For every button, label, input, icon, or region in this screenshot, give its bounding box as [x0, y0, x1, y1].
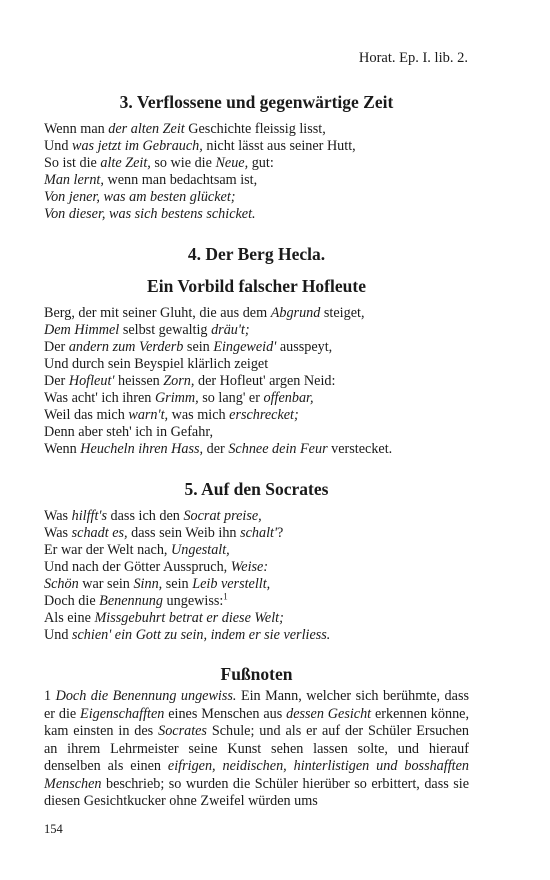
text-run: Berg, der mit seiner Gluht, die aus dem — [44, 305, 271, 321]
verse-line — [44, 356, 469, 373]
section-title: 4. Der Berg Hecla. — [187, 244, 326, 264]
text-run: beschrieb; so wurden die Schüler hierüber so erbittert, dass sie diesen Gesichtkucker ohne Zweifel würden ums — [44, 775, 469, 809]
text-run: sein — [183, 339, 214, 355]
italic-text: schalt' — [240, 525, 278, 541]
poem — [44, 508, 469, 644]
text-run: Er war der Welt nach, — [44, 542, 172, 558]
italic-text: der alten Zeit — [108, 121, 185, 137]
text-run: was mich — [168, 407, 230, 423]
text-run: verstecket. — [327, 441, 393, 457]
verse-line — [44, 424, 469, 441]
text-run: Denn aber steh' ich in Gefahr, — [44, 424, 214, 440]
section-title: Fußnoten — [220, 664, 293, 684]
text-run: dass ich den — [106, 508, 184, 524]
italic-text: Grimm, — [154, 390, 199, 406]
italic-text: Schnee dein Feur — [228, 441, 328, 457]
poem — [44, 121, 469, 223]
italic-text: warn't, — [128, 407, 169, 423]
verse-line — [44, 610, 469, 627]
verse-line — [44, 542, 469, 559]
running-header: Horat. Ep. I. lib. 2. — [358, 50, 468, 66]
italic-text: was jetzt im Gebrauch, — [71, 138, 203, 154]
italic-text: dräu't; — [211, 322, 250, 338]
verse-line — [44, 373, 469, 390]
italic-text: Von jener, was am besten glücket; — [44, 189, 236, 205]
verse-line — [44, 390, 469, 407]
text-run: so wie die — [150, 155, 216, 171]
verse-line — [44, 559, 469, 576]
text-run: Was — [44, 525, 72, 541]
verse-line — [44, 189, 469, 206]
italic-text: schadt es, — [71, 525, 128, 541]
text-run: der — [203, 441, 229, 457]
italic-text: Sinn, — [133, 576, 163, 592]
text-run: Der — [44, 339, 69, 355]
italic-text: Doch die Benennung ungewiss. — [55, 688, 237, 704]
italic-text: Von dieser, was sich bestens schicket. — [44, 206, 256, 222]
text-run: So ist die — [44, 155, 101, 171]
section-4 — [44, 243, 469, 458]
italic-text: Socrat preise, — [183, 508, 262, 524]
text-run: ? — [277, 525, 284, 541]
text-run: sein — [162, 576, 193, 592]
text-run: Doch die — [44, 593, 100, 609]
italic-text: Eigenschafften — [80, 705, 165, 722]
section-3 — [44, 91, 469, 223]
text-run: Schule; und als er auf der Schüler Ersuchen an ihrem Lehrmeister seine Kunst sehen lassen solte, und hierauf denselben als einen — [44, 723, 469, 774]
verse-line — [44, 576, 469, 593]
text-run: Wenn — [44, 441, 81, 457]
text-run: ausspeyt, — [276, 339, 333, 355]
verse-line — [44, 627, 469, 644]
italic-text: Leib verstellt, — [192, 576, 271, 592]
verse-line — [44, 172, 469, 189]
italic-text: Man lernt, — [44, 172, 104, 188]
italic-text: dessen Gesicht — [286, 705, 372, 722]
text-run: 1 — [44, 688, 56, 704]
section-title: 3. Verflossene und gegenwärtige Zeit — [119, 92, 394, 112]
verse-line — [44, 206, 469, 223]
verse-line — [44, 322, 469, 339]
italic-text: Missgebuhrt betrat er diese Welt; — [94, 610, 284, 626]
italic-text: Schön — [44, 576, 79, 592]
italic-text: Hofleut' — [68, 373, 115, 389]
text-run: der Hofleut' argen Neid: — [194, 373, 336, 389]
section-subtitle: Ein Vorbild falscher Hofleute — [147, 276, 366, 296]
italic-text: Weise: — [230, 559, 269, 575]
text-run: so lang' er — [198, 390, 264, 406]
italic-text: erschrecket; — [229, 407, 299, 423]
text-run: Und — [44, 627, 72, 643]
text-run: Als eine — [44, 610, 95, 626]
italic-text: alte Zeit, — [100, 155, 151, 171]
verse-line — [44, 441, 469, 458]
italic-text: Ungestalt, — [171, 542, 230, 558]
text-run: Was — [44, 508, 72, 524]
italic-text: hilfft's — [71, 508, 107, 524]
text-run: Geschichte fleissig lisst, — [184, 121, 326, 137]
verse-line — [44, 593, 469, 610]
italic-text: eifrigen, neidischen, hinterlistigen und bosshafften Menschen — [44, 758, 469, 792]
italic-text: schien' ein Gott zu sein, indem er sie verliess. — [71, 627, 331, 643]
footnote-marker: 1 — [223, 591, 228, 602]
verse-line — [44, 305, 469, 322]
italic-text: Abgrund — [270, 305, 321, 321]
text-run: Und durch sein Beyspiel klärlich zeiget — [44, 356, 269, 372]
text-run: Ein Mann, welcher sich berühmte, dass er die — [44, 688, 469, 722]
text-run: dass sein Weib ihn — [127, 525, 241, 541]
text-run: steiget, — [320, 305, 365, 321]
verse-line — [44, 121, 469, 138]
italic-text: offenbar, — [263, 390, 314, 406]
text-run: Und nach der Götter Ausspruch, — [44, 559, 231, 575]
text-run: Der — [44, 373, 69, 389]
italic-text: Zorn, — [163, 373, 195, 389]
footnotes-heading — [44, 663, 469, 685]
italic-text: Heucheln ihren Hass, — [80, 441, 204, 457]
text-run: Was acht' ich ihren — [44, 390, 155, 406]
text-run: selbst gewaltig — [119, 322, 212, 338]
footnote-text — [44, 688, 469, 811]
text-run: ungewiss: — [163, 593, 224, 609]
text-run: gut: — [248, 155, 274, 171]
italic-text: Benennung — [99, 593, 163, 609]
italic-text: Socrates — [158, 723, 207, 739]
text-run: Und — [44, 138, 72, 154]
page-number: 154 — [44, 822, 63, 836]
section-5 — [44, 478, 469, 644]
verse-line — [44, 525, 469, 542]
verse-line — [44, 138, 469, 155]
text-run: war sein — [78, 576, 134, 592]
text-run: heissen — [114, 373, 164, 389]
italic-text: Dem Himmel — [44, 322, 120, 338]
verse-line — [44, 508, 469, 525]
text-run: nicht lässt aus seiner Hutt, — [202, 138, 356, 154]
text-run: erkennen könne, kam einsten in des — [44, 705, 470, 739]
italic-text: Neue, — [215, 155, 249, 171]
italic-text: andern zum Verderb — [68, 339, 184, 355]
poem — [44, 305, 469, 458]
italic-text: Eingeweid' — [213, 339, 277, 355]
text-run: eines Menschen aus — [164, 705, 287, 722]
text-run: Weil das mich — [44, 407, 129, 423]
text-run: wenn man bedachtsam ist, — [103, 172, 258, 188]
text-run: Wenn man — [44, 121, 109, 137]
verse-line — [44, 407, 469, 424]
section-title: 5. Auf den Socrates — [184, 479, 329, 499]
verse-line — [44, 339, 469, 356]
verse-line — [44, 155, 469, 172]
